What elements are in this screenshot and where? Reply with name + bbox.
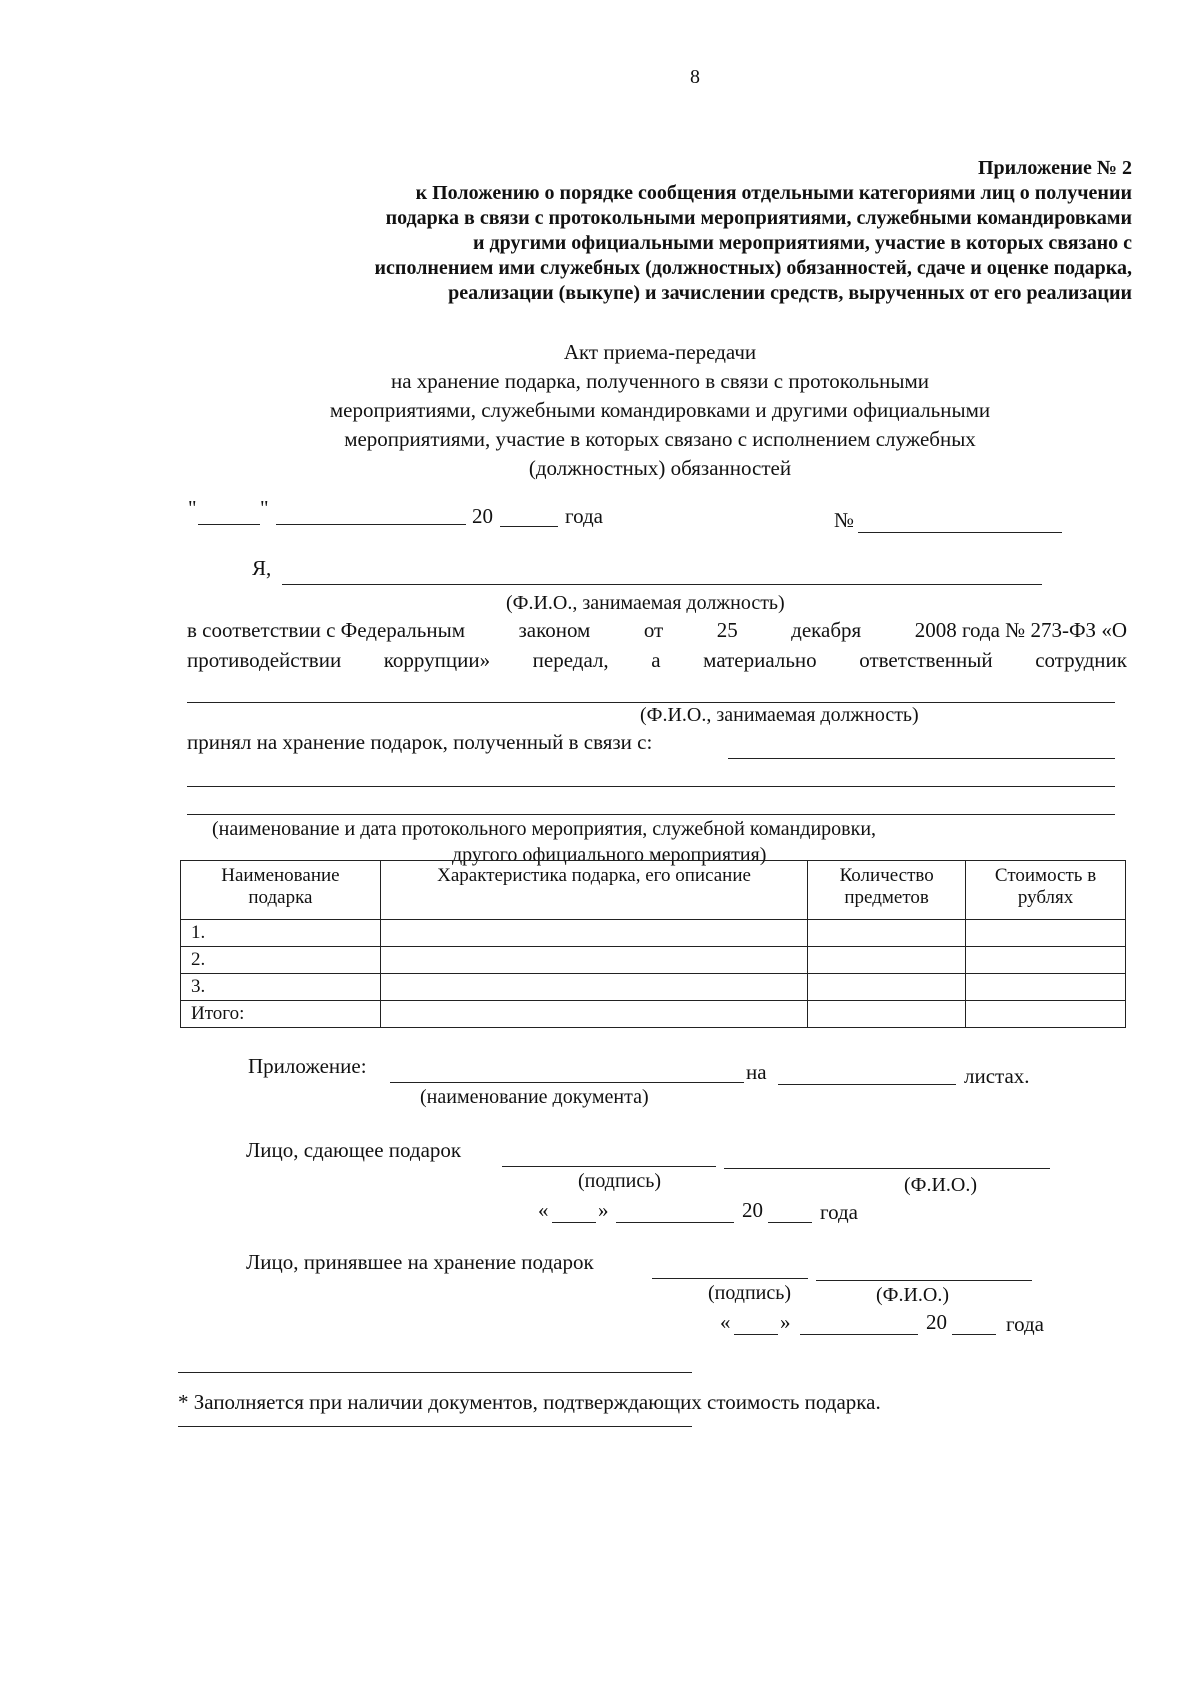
date-quote-open: " xyxy=(188,496,197,520)
row-label: 3. xyxy=(181,974,381,1001)
event-field-1[interactable] xyxy=(728,758,1115,759)
table-row xyxy=(181,974,1126,1001)
giver-label: Лицо, сдающее подарок xyxy=(246,1138,462,1162)
giver-date-month-field[interactable] xyxy=(616,1222,734,1223)
receiver-year-word: года xyxy=(1006,1312,1044,1336)
date-day-field[interactable] xyxy=(198,524,260,525)
footnote-separator-top xyxy=(178,1372,692,1373)
giver-name-caption: (Ф.И.О., занимаемая должность) xyxy=(506,592,785,614)
row-label: Итого: xyxy=(181,1001,381,1028)
table-cell[interactable] xyxy=(966,947,1126,974)
giver-fio-caption: (Ф.И.О.) xyxy=(904,1174,978,1196)
event-caption-2: другого официального мероприятия) xyxy=(452,844,767,866)
table-cell[interactable] xyxy=(808,1001,966,1028)
event-field-2[interactable] xyxy=(187,786,1115,787)
column-header: Количество предметов xyxy=(808,861,966,920)
receiver-name-caption: (Ф.И.О., занимаемая должность) xyxy=(640,704,919,726)
table-cell[interactable] xyxy=(808,947,966,974)
date-year-word: года xyxy=(565,504,603,528)
appendix-line: исполнением ими служебных (должностных) обязанностей, сдаче и оценке подарка, xyxy=(374,257,1132,279)
receiver-name-field[interactable] xyxy=(187,702,1115,703)
giver-year-word: года xyxy=(820,1200,858,1224)
receiver-date-q-open: « xyxy=(720,1310,731,1334)
table-row xyxy=(181,947,1126,974)
i-label: Я, xyxy=(252,556,272,580)
giver-name-field[interactable] xyxy=(282,584,1042,585)
attachment-on: на xyxy=(746,1060,767,1084)
table-cell[interactable] xyxy=(808,920,966,947)
law-line-2 xyxy=(187,648,1127,673)
law-word: законом xyxy=(518,618,591,642)
appendix-line: Приложение № 2 xyxy=(977,157,1132,179)
law-word: ответственный xyxy=(859,648,993,672)
giver-fio-field[interactable] xyxy=(724,1168,1050,1169)
event-caption-1: (наименование и дата протокольного мероприятия, служебной командировки, xyxy=(212,818,877,840)
column-header: Характеристика подарка, его описание xyxy=(380,861,807,920)
row-label: 2. xyxy=(181,947,381,974)
law-word: коррупции» xyxy=(383,648,491,672)
table-cell[interactable] xyxy=(808,974,966,1001)
attachment-sheets: листах. xyxy=(964,1064,1030,1088)
giver-date-year-field[interactable] xyxy=(768,1222,812,1223)
act-number-field[interactable] xyxy=(858,532,1062,533)
receiver-date-month-field[interactable] xyxy=(800,1334,918,1335)
law-word: от xyxy=(643,618,664,642)
law-word: декабря xyxy=(791,618,862,642)
law-word: материально xyxy=(703,648,817,672)
row-label: 1. xyxy=(181,920,381,947)
receiver-fio-field[interactable] xyxy=(816,1280,1032,1281)
column-header: Стоимость в рублях xyxy=(966,861,1126,920)
act-title-line: (должностных) обязанностей xyxy=(528,456,792,480)
table-cell[interactable] xyxy=(380,1001,807,1028)
accepted-label: принял на хранение подарок, полученный в связи с: xyxy=(187,730,653,754)
attachment-label: Приложение: xyxy=(248,1054,367,1078)
table-cell[interactable] xyxy=(966,920,1126,947)
date-year-prefix: 20 xyxy=(472,504,493,528)
appendix-line: реализации (выкупе) и зачислении средств, вырученных от его реализации xyxy=(448,282,1132,304)
date-month-field[interactable] xyxy=(276,524,466,525)
act-title-line: Акт приема-передачи xyxy=(563,340,757,364)
law-word: 2008 года № 273-ФЗ «О xyxy=(914,618,1127,642)
giver-signature-caption: (подпись) xyxy=(578,1170,662,1192)
date-quote-close: " xyxy=(260,496,269,520)
attachment-sheets-field[interactable] xyxy=(778,1084,956,1085)
column-header: Наименование подарка xyxy=(181,861,381,920)
receiver-signature-caption: (подпись) xyxy=(708,1282,792,1304)
date-year-field[interactable] xyxy=(500,526,558,527)
law-line-1 xyxy=(187,618,1127,643)
law-word: в соответствии с Федеральным xyxy=(187,618,465,642)
law-word: а xyxy=(651,648,661,672)
gifts-table xyxy=(180,860,1126,1028)
appendix-line: подарка в связи с протокольными мероприятиями, служебными командировками xyxy=(385,207,1132,229)
receiver-label: Лицо, принявшее на хранение подарок xyxy=(246,1250,594,1274)
act-title-line: на хранение подарка, полученного в связи с протокольными xyxy=(390,369,929,393)
receiver-year-prefix: 20 xyxy=(926,1310,947,1334)
law-word: 25 xyxy=(716,618,738,642)
law-word: передал, xyxy=(532,648,609,672)
act-title-line: мероприятиями, служебными командировками и другими официальными xyxy=(329,398,991,422)
footnote-separator-bottom xyxy=(178,1426,692,1427)
attachment-caption: (наименование документа) xyxy=(420,1086,649,1108)
footnote-text: * Заполняется при наличии документов, подтверждающих стоимость подарка. xyxy=(178,1390,881,1414)
table-header-row xyxy=(181,861,1126,920)
table-cell[interactable] xyxy=(966,1001,1126,1028)
appendix-header xyxy=(375,156,1132,306)
law-word: противодействии xyxy=(187,648,342,672)
receiver-fio-caption: (Ф.И.О.) xyxy=(876,1284,950,1306)
law-word: сотрудник xyxy=(1035,648,1127,672)
receiver-signature-field[interactable] xyxy=(652,1278,808,1279)
giver-date-q-close: » xyxy=(598,1198,609,1222)
receiver-date-year-field[interactable] xyxy=(952,1334,996,1335)
giver-date-day-field[interactable] xyxy=(552,1222,596,1223)
act-number-sign: № xyxy=(834,508,855,532)
table-cell[interactable] xyxy=(380,947,807,974)
act-title-line: мероприятиями, участие в которых связано с исполнением служебных xyxy=(344,427,976,451)
appendix-line: и другими официальными мероприятиями, участие в которых связано с xyxy=(473,232,1132,254)
table-row xyxy=(181,1001,1126,1028)
table-row xyxy=(181,920,1126,947)
appendix-line: к Положению о порядке сообщения отдельными категориями лиц о получении xyxy=(415,182,1132,204)
table-cell[interactable] xyxy=(966,974,1126,1001)
table-cell[interactable] xyxy=(380,920,807,947)
receiver-date-day-field[interactable] xyxy=(734,1334,778,1335)
receiver-date-q-close: » xyxy=(780,1310,791,1334)
giver-signature-field[interactable] xyxy=(502,1166,716,1167)
page-number: 8 xyxy=(690,66,700,88)
act-title xyxy=(200,338,1120,483)
giver-date-q-open: « xyxy=(538,1198,549,1222)
giver-year-prefix: 20 xyxy=(742,1198,763,1222)
attachment-name-field[interactable] xyxy=(390,1082,744,1083)
table-cell[interactable] xyxy=(380,974,807,1001)
event-field-3[interactable] xyxy=(187,814,1115,815)
